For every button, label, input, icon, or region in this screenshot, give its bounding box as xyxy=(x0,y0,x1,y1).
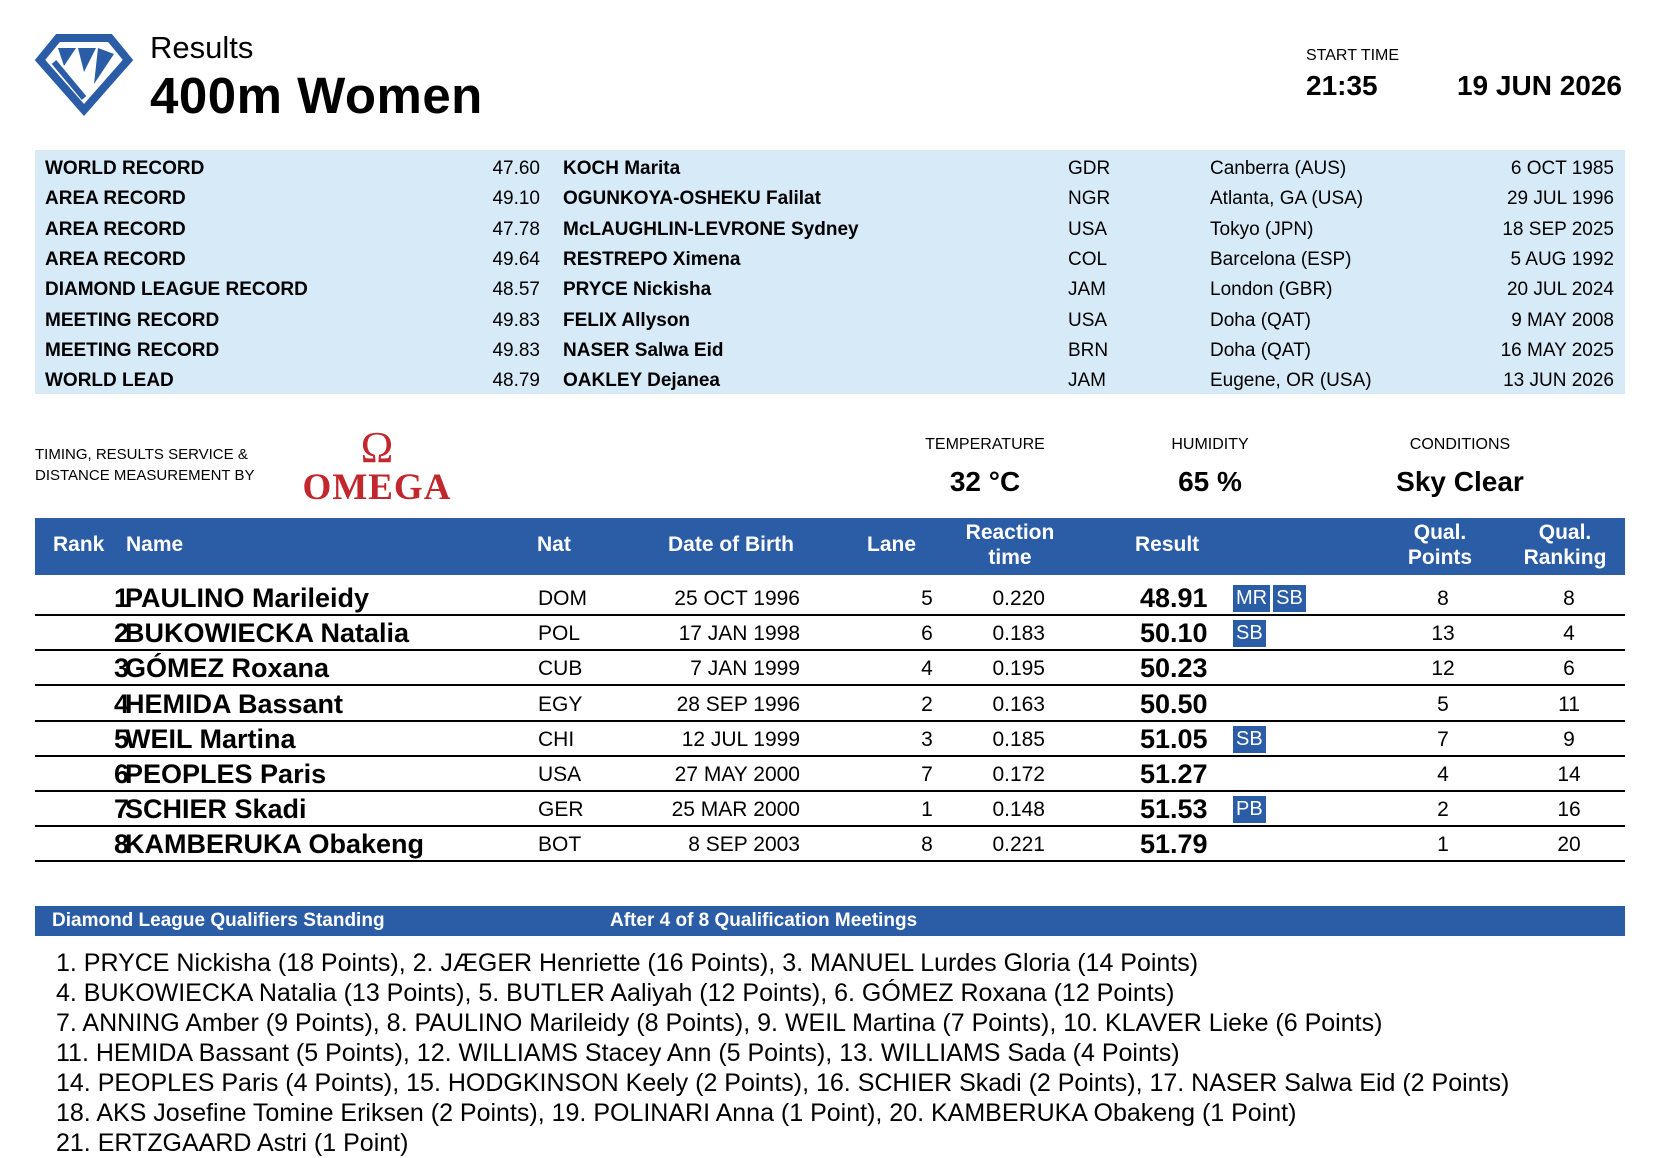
record-holder: RESTREPO Ximena xyxy=(563,248,741,270)
record-row xyxy=(35,184,1625,214)
rank-cell: 2 xyxy=(113,618,129,649)
record-nat: USA xyxy=(1068,309,1108,331)
table-row xyxy=(35,826,1625,862)
lane-cell: 2 xyxy=(921,692,933,716)
record-row xyxy=(35,275,1625,305)
record-venue: Eugene, OR (USA) xyxy=(1210,370,1372,392)
qual-points-cell: 1 xyxy=(1437,833,1449,857)
table-row xyxy=(35,756,1625,792)
col-header-qual-ranking-2: Ranking xyxy=(1523,546,1607,569)
records-table xyxy=(35,150,1625,394)
result-cell: 48.91 xyxy=(1140,583,1208,613)
reaction-cell: 0.148 xyxy=(992,798,1045,822)
standings-line: 21. ERTZGAARD Astri (1 Point) xyxy=(56,1129,409,1157)
record-type: AREA RECORD xyxy=(45,188,186,210)
record-venue: Atlanta, GA (USA) xyxy=(1210,188,1364,210)
record-nat: JAM xyxy=(1068,279,1106,301)
qual-points-cell: 7 xyxy=(1437,727,1449,751)
record-type: WORLD RECORD xyxy=(45,158,205,179)
record-venue: Canberra (AUS) xyxy=(1210,158,1347,179)
qual-points-cell: 8 xyxy=(1437,587,1449,610)
lane-cell: 8 xyxy=(921,833,933,857)
record-holder: McLAUGHLIN-LEVRONE Sydney xyxy=(563,218,859,240)
humidity-value: 65 % xyxy=(1178,466,1242,497)
qual-ranking-cell: 14 xyxy=(1557,763,1581,786)
nat-cell: GER xyxy=(538,798,584,822)
nat-cell: DOM xyxy=(538,587,587,610)
timing-credit-line-2: DISTANCE MEASUREMENT BY xyxy=(35,467,255,484)
qual-ranking-cell: 9 xyxy=(1563,727,1575,751)
record-holder: KOCH Marita xyxy=(563,158,681,179)
record-time: 49.64 xyxy=(492,248,540,270)
record-date: 5 AUG 1992 xyxy=(1510,248,1614,270)
record-time: 48.57 xyxy=(492,279,540,301)
temperature-label: TEMPERATURE xyxy=(925,436,1045,453)
diamond-league-logo-icon xyxy=(34,32,134,116)
record-nat: GDR xyxy=(1068,158,1111,179)
record-time: 49.10 xyxy=(492,188,540,210)
qual-ranking-cell: 20 xyxy=(1557,833,1581,857)
conditions-block xyxy=(1370,436,1550,498)
reaction-cell: 0.183 xyxy=(992,622,1045,646)
standings-subtitle: After 4 of 8 Qualification Meetings xyxy=(610,910,918,931)
record-time: 48.79 xyxy=(492,370,540,392)
qual-ranking-cell: 6 xyxy=(1563,657,1575,681)
result-flags xyxy=(1233,620,1269,647)
result-flags xyxy=(1233,796,1269,823)
reaction-cell: 0.195 xyxy=(992,657,1045,681)
record-holder: NASER Salwa Eid xyxy=(563,339,724,361)
record-nat: JAM xyxy=(1068,370,1106,392)
record-date: 16 MAY 2025 xyxy=(1500,339,1614,361)
result-cell: 50.23 xyxy=(1140,653,1208,684)
athlete-name: WEIL Martina xyxy=(125,723,296,754)
humidity-label: HUMIDITY xyxy=(1171,436,1249,453)
col-header-qual-points-2: Points xyxy=(1407,546,1473,569)
table-row xyxy=(35,580,1625,616)
reaction-cell: 0.163 xyxy=(992,692,1045,716)
athlete-name: PEOPLES Paris xyxy=(125,759,327,789)
record-type: MEETING RECORD xyxy=(45,309,220,331)
record-venue: Barcelona (ESP) xyxy=(1210,248,1352,270)
col-header-result: Result xyxy=(1135,533,1200,556)
timing-credit-line-1: TIMING, RESULTS SERVICE & xyxy=(35,446,248,463)
nat-cell: CUB xyxy=(538,657,583,681)
start-time: 21:35 xyxy=(1306,70,1378,101)
nat-cell: USA xyxy=(538,763,582,786)
record-row xyxy=(35,336,1625,366)
rank-cell: 1 xyxy=(113,583,129,613)
record-type: AREA RECORD xyxy=(45,218,186,240)
col-header-reaction-2: time xyxy=(988,546,1032,569)
record-venue: Doha (QAT) xyxy=(1210,309,1312,331)
standings-line: 4. BUKOWIECKA Natalia (13 Points), 5. BUTLER Aaliyah (12 Points), 6. GÓMEZ Roxana (12 Points) xyxy=(56,979,1175,1007)
record-type: MEETING RECORD xyxy=(45,339,220,361)
humidity-block xyxy=(1140,436,1280,498)
record-nat: USA xyxy=(1068,218,1108,240)
temperature-block xyxy=(900,436,1070,498)
record-row xyxy=(35,245,1625,275)
record-venue: Doha (QAT) xyxy=(1210,339,1312,361)
record-date: 20 JUL 2024 xyxy=(1506,279,1614,301)
dob-cell: 27 MAY 2000 xyxy=(674,763,800,786)
record-type: WORLD LEAD xyxy=(45,370,174,392)
record-date: 9 MAY 2008 xyxy=(1511,309,1614,331)
col-header-dob: Date of Birth xyxy=(668,533,794,556)
qual-points-cell: 2 xyxy=(1437,798,1449,822)
standings-line: 14. PEOPLES Paris (4 Points), 15. HODGKINSON Keely (2 Points), 16. SCHIER Skadi (2 Points), 17. NASER Salwa Eid (2 Points) xyxy=(56,1069,1510,1097)
result-flag-badge: SB xyxy=(1233,726,1266,753)
result-cell: 51.05 xyxy=(1140,723,1208,754)
result-flag-badge: SB xyxy=(1233,620,1266,647)
standings-line: 18. AKS Josefine Tomine Eriksen (2 Points), 19. POLINARI Anna (1 Point), 20. KAMBERUKA Obakeng (1 Point) xyxy=(56,1099,1297,1127)
qual-points-cell: 5 xyxy=(1437,692,1449,716)
record-holder: OGUNKOYA-OSHEKU Falilat xyxy=(563,188,821,210)
record-date: 29 JUL 1996 xyxy=(1506,188,1614,210)
result-cell: 51.79 xyxy=(1140,829,1208,860)
results-table-header xyxy=(35,518,1625,575)
record-row xyxy=(35,215,1625,245)
col-header-qual-points-1: Qual. xyxy=(1413,521,1467,544)
table-row xyxy=(35,615,1625,651)
table-row xyxy=(35,721,1625,757)
qual-ranking-cell: 11 xyxy=(1558,692,1580,716)
athlete-name: PAULINO Marileidy xyxy=(125,583,370,613)
record-venue: Tokyo (JPN) xyxy=(1210,218,1314,240)
record-date: 13 JUN 2026 xyxy=(1503,370,1614,392)
record-time: 49.83 xyxy=(492,339,540,361)
reaction-cell: 0.172 xyxy=(992,763,1045,786)
result-flag-badge: MR xyxy=(1233,585,1270,612)
record-date: 18 SEP 2025 xyxy=(1502,218,1614,240)
rank-cell: 4 xyxy=(113,688,129,719)
standings-list xyxy=(56,948,1509,1158)
reaction-cell: 0.220 xyxy=(992,587,1045,610)
nat-cell: CHI xyxy=(538,727,575,751)
record-venue: London (GBR) xyxy=(1210,279,1333,301)
rank-cell: 6 xyxy=(113,759,129,789)
conditions-label: CONDITIONS xyxy=(1409,436,1511,453)
lane-cell: 5 xyxy=(921,587,933,610)
page-subtitle: Results xyxy=(150,30,254,65)
result-cell: 51.53 xyxy=(1140,794,1208,825)
result-cell: 50.50 xyxy=(1140,688,1208,719)
dob-cell: 25 OCT 1996 xyxy=(674,587,800,610)
timing-credit xyxy=(35,444,254,486)
record-time: 47.60 xyxy=(492,158,540,179)
qual-ranking-cell: 4 xyxy=(1563,622,1575,646)
col-header-rank: Rank xyxy=(53,533,105,556)
lane-cell: 3 xyxy=(921,727,933,751)
lane-cell: 4 xyxy=(921,657,933,681)
event-date: 19 JUN 2026 xyxy=(1456,70,1622,101)
nat-cell: POL xyxy=(538,622,581,646)
rank-cell: 5 xyxy=(113,723,129,754)
standings-line: 1. PRYCE Nickisha (18 Points), 2. JÆGER Henriette (16 Points), 3. MANUEL Lurdes Gloria (14 Points) xyxy=(56,949,1199,977)
lane-cell: 7 xyxy=(921,763,933,786)
standings-title: Diamond League Qualifiers Standing xyxy=(52,910,385,931)
qual-points-cell: 12 xyxy=(1431,657,1455,681)
record-time: 49.83 xyxy=(492,309,540,331)
nat-cell: EGY xyxy=(538,692,583,716)
omega-wordmark: OMEGA xyxy=(302,467,452,508)
qual-points-cell: 13 xyxy=(1431,622,1455,646)
rank-cell: 8 xyxy=(113,829,129,860)
table-row xyxy=(35,791,1625,827)
col-header-nat: Nat xyxy=(537,533,571,556)
result-flags xyxy=(1233,726,1269,753)
temperature-value: 32 °C xyxy=(949,466,1021,497)
athlete-name: HEMIDA Bassant xyxy=(125,688,344,719)
reaction-cell: 0.221 xyxy=(992,833,1045,857)
standings-header xyxy=(35,906,1625,936)
record-holder: OAKLEY Dejanea xyxy=(563,370,720,392)
reaction-cell: 0.185 xyxy=(992,727,1045,751)
qual-points-cell: 4 xyxy=(1437,763,1449,786)
page-title: 400m Women xyxy=(150,67,483,124)
col-header-lane: Lane xyxy=(867,533,917,556)
dob-cell: 17 JAN 1998 xyxy=(678,622,800,646)
result-cell: 51.27 xyxy=(1140,759,1208,789)
dob-cell: 8 SEP 2003 xyxy=(688,833,800,857)
standings-line: 7. ANNING Amber (9 Points), 8. PAULINO Marileidy (8 Points), 9. WEIL Martina (7 Points), 10. KLAVER Lieke (6 Points) xyxy=(56,1009,1383,1037)
rank-cell: 7 xyxy=(113,794,129,825)
record-row xyxy=(35,366,1625,396)
dob-cell: 7 JAN 1999 xyxy=(690,657,800,681)
col-header-reaction-1: Reaction xyxy=(965,521,1055,544)
start-time-label: START TIME xyxy=(1306,47,1400,64)
qual-ranking-cell: 8 xyxy=(1563,587,1575,610)
dob-cell: 28 SEP 1996 xyxy=(676,692,800,716)
col-header-qual-ranking-1: Qual. xyxy=(1538,521,1592,544)
dob-cell: 12 JUL 1999 xyxy=(681,727,800,751)
athlete-name: KAMBERUKA Obakeng xyxy=(125,829,425,860)
table-row xyxy=(35,686,1625,722)
rank-cell: 3 xyxy=(113,653,129,684)
record-type: AREA RECORD xyxy=(45,248,186,270)
omega-symbol-icon: Ω xyxy=(360,423,394,472)
record-date: 6 OCT 1985 xyxy=(1510,158,1614,179)
record-nat: NGR xyxy=(1068,188,1111,210)
table-row xyxy=(35,650,1625,686)
lane-cell: 1 xyxy=(921,798,933,822)
result-flag-badge: SB xyxy=(1273,585,1306,612)
record-holder: PRYCE Nickisha xyxy=(563,279,712,301)
conditions-value: Sky Clear xyxy=(1396,466,1524,497)
result-flag-badge: PB xyxy=(1233,796,1266,823)
dob-cell: 25 MAR 2000 xyxy=(671,798,800,822)
record-type: DIAMOND LEAGUE RECORD xyxy=(45,279,308,301)
athlete-name: BUKOWIECKA Natalia xyxy=(125,618,410,649)
record-holder: FELIX Allyson xyxy=(563,309,691,331)
athlete-name: SCHIER Skadi xyxy=(125,794,307,825)
record-row xyxy=(35,306,1625,336)
record-row xyxy=(35,154,1625,184)
record-time: 47.78 xyxy=(492,218,540,240)
record-nat: COL xyxy=(1068,248,1108,270)
result-flags xyxy=(1233,585,1309,612)
qual-ranking-cell: 16 xyxy=(1557,798,1581,822)
result-cell: 50.10 xyxy=(1140,618,1208,649)
athlete-name: GÓMEZ Roxana xyxy=(125,653,330,684)
lane-cell: 6 xyxy=(921,622,933,646)
record-nat: BRN xyxy=(1068,339,1109,361)
standings-line: 11. HEMIDA Bassant (5 Points), 12. WILLIAMS Stacey Ann (5 Points), 13. WILLIAMS Sada (4 Points) xyxy=(56,1039,1180,1067)
nat-cell: BOT xyxy=(538,833,582,857)
omega-logo xyxy=(298,423,456,508)
col-header-name: Name xyxy=(126,533,184,556)
